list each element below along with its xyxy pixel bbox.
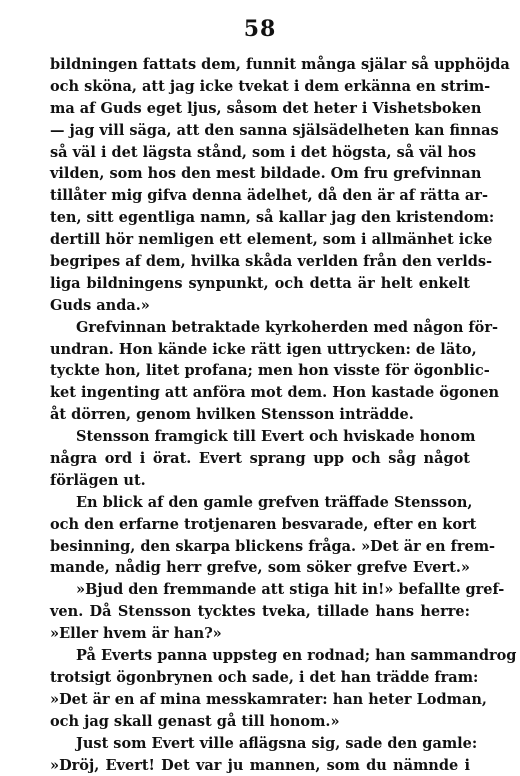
text-line: förlägen ut.: [50, 470, 470, 492]
text-line: dertill hör nemligen ett element, som i allmänhet icke: [50, 229, 470, 251]
text-line: åt dörren, genom hvilken Stensson inträdde.: [50, 404, 470, 426]
text-line: Guds anda.»: [50, 295, 470, 317]
text-line: En blick af den gamle grefven träffade Stensson,: [50, 492, 470, 514]
text-line: så väl i det lägsta stånd, som i det högsta, så väl hos: [50, 142, 470, 164]
text-line: liga bildningens synpunkt, och detta är helt enkelt: [50, 273, 470, 295]
page-number: 58: [0, 16, 520, 42]
text-line: Grefvinnan betraktade kyrkoherden med någon för-: [50, 317, 470, 339]
text-line: undran. Hon kände icke rätt igen uttrycken: de läto,: [50, 339, 470, 361]
body-text: [50, 54, 470, 776]
text-line: och den erfarne trotjenaren besvarade, efter en kort: [50, 514, 470, 536]
text-line: bildningen fattats dem, funnit många själar så upphöjda: [50, 54, 470, 76]
text-line: mande, nådig herr grefve, som söker grefve Evert.»: [50, 557, 470, 579]
text-line: och sköna, att jag icke tvekat i dem erkänna en strim-: [50, 76, 470, 98]
text-line: besinning, den skarpa blickens fråga. »Det är en frem-: [50, 536, 470, 558]
text-line: — jag vill säga, att den sanna själsädelheten kan finnas: [50, 120, 470, 142]
text-line: och jag skall genast gå till honom.»: [50, 711, 470, 733]
text-line: ven. Då Stensson tycktes tveka, tillade hans herre:: [50, 601, 470, 623]
text-line: ket ingenting att anföra mot dem. Hon kastade ögonen: [50, 382, 470, 404]
text-line: Just som Evert ville aflägsna sig, sade den gamle:: [50, 733, 470, 755]
text-line: Stensson framgick till Evert och hviskade honom: [50, 426, 470, 448]
text-line: ma af Guds eget ljus, såsom det heter i Vishetsboken: [50, 98, 470, 120]
text-line: »Dröj, Evert! Det var ju mannen, som du nämnde i: [50, 755, 470, 776]
text-line: vilden, som hos den mest bildade. Om fru grefvinnan: [50, 163, 470, 185]
text-line: några ord i örat. Evert sprang upp och såg något: [50, 448, 470, 470]
text-line: begripes af dem, hvilka skåda verlden från den verlds-: [50, 251, 470, 273]
text-line: På Everts panna uppsteg en rodnad; han sammandrog: [50, 645, 470, 667]
text-line: tillåter mig gifva denna ädelhet, då den är af rätta ar-: [50, 185, 470, 207]
text-line: »Eller hvem är han?»: [50, 623, 470, 645]
text-line: ten, sitt egentliga namn, så kallar jag den kristendom:: [50, 207, 470, 229]
text-line: »Det är en af mina messkamrater: han heter Lodman,: [50, 689, 470, 711]
text-line: tyckte hon, litet profana; men hon visste för ögonblic-: [50, 360, 470, 382]
text-line: trotsigt ögonbrynen och sade, i det han trädde fram:: [50, 667, 470, 689]
text-line: »Bjud den fremmande att stiga hit in!» befallte gref-: [50, 579, 470, 601]
